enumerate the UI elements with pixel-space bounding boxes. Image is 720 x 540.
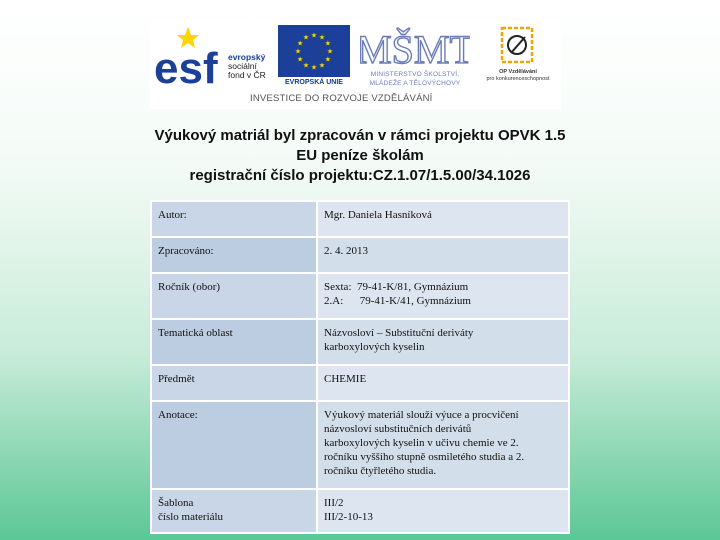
row-label: Předmět <box>151 365 317 401</box>
row-value: Výukový materiál slouží výuce a procvičení názvosloví substitučních derivátů karboxylových kyselin v učivu chemie ve 2. ročníku vyššího stupně osmiletého studia a 2. ročníku čtyřletého studia. <box>317 401 569 489</box>
table-row <box>151 201 569 237</box>
eu-star-icon: ★ <box>318 62 326 70</box>
row-value: Názvosloví – Substituční deriváty karboxylových kyselin <box>317 319 569 365</box>
row-label: Autor: <box>151 201 317 237</box>
eu-label: EVROPSKÁ UNIE <box>285 79 343 86</box>
eu-star-icon: ★ <box>294 48 302 56</box>
msmt-logo <box>360 25 470 91</box>
msmt-line-1: MINISTERSTVO ŠKOLSTVÍ, <box>370 71 460 78</box>
row-value: 2. 4. 2013 <box>317 237 569 273</box>
eu-flag-icon <box>278 25 350 77</box>
esf-wordmark: esf <box>154 44 218 89</box>
eu-star-icon: ★ <box>318 34 326 42</box>
table-row <box>151 401 569 489</box>
row-label: Ročník (obor) <box>151 273 317 319</box>
eu-star-icon: ★ <box>302 34 310 42</box>
msmt-line-2: MLÁDEŽE A TĚLOVÝCHOVY <box>369 80 461 87</box>
eu-star-icon: ★ <box>296 40 304 48</box>
eu-star-icon: ★ <box>302 62 310 70</box>
row-value: CHEMIE <box>317 365 569 401</box>
table-row <box>151 319 569 365</box>
headline <box>60 126 660 186</box>
eu-star-icon: ★ <box>296 56 304 64</box>
table-row <box>151 365 569 401</box>
table-row <box>151 489 569 533</box>
op-logo <box>480 25 556 97</box>
svg-text:MŠMT: MŠMT <box>360 27 470 69</box>
esf-logo <box>154 25 274 89</box>
op-text: OP Vzdělávání pro konkurenceschopnost <box>486 69 550 82</box>
esf-text: evropský sociální fond v ČR <box>228 52 266 80</box>
eu-star-icon: ★ <box>310 64 318 72</box>
eu-star-icon: ★ <box>324 56 332 64</box>
row-label: Šablona číslo materiálu <box>151 489 317 533</box>
eu-star-icon: ★ <box>326 48 334 56</box>
headline-line-1: Výukový matriál byl zpracován v rámci projektu OPVK 1.5 <box>154 127 566 144</box>
headline-line-3: registrační číslo projektu:CZ.1.07/1.5.00/34.1026 <box>189 167 531 184</box>
msmt-monogram-icon <box>360 25 470 69</box>
row-value: III/2 III/2-10-13 <box>317 489 569 533</box>
row-label: Tematická oblast <box>151 319 317 365</box>
row-value: Mgr. Daniela Hasníková <box>317 201 569 237</box>
row-value: Sexta: 79-41-K/81, Gymnázium 2.A: 79-41-K/41, Gymnázium <box>317 273 569 319</box>
op-emblem-icon <box>480 25 556 69</box>
table-row <box>151 273 569 319</box>
info-table <box>150 200 570 534</box>
table-row <box>151 237 569 273</box>
logo-banner <box>150 21 561 109</box>
headline-line-2: EU peníze školám <box>296 147 424 164</box>
invest-slogan: INVESTICE DO ROZVOJE VZDĚLÁVÁNÍ <box>250 93 433 104</box>
eu-star-icon: ★ <box>324 40 332 48</box>
row-label: Zpracováno: <box>151 237 317 273</box>
row-label: Anotace: <box>151 401 317 489</box>
eu-star-icon: ★ <box>310 32 318 40</box>
eu-logo <box>278 25 350 89</box>
